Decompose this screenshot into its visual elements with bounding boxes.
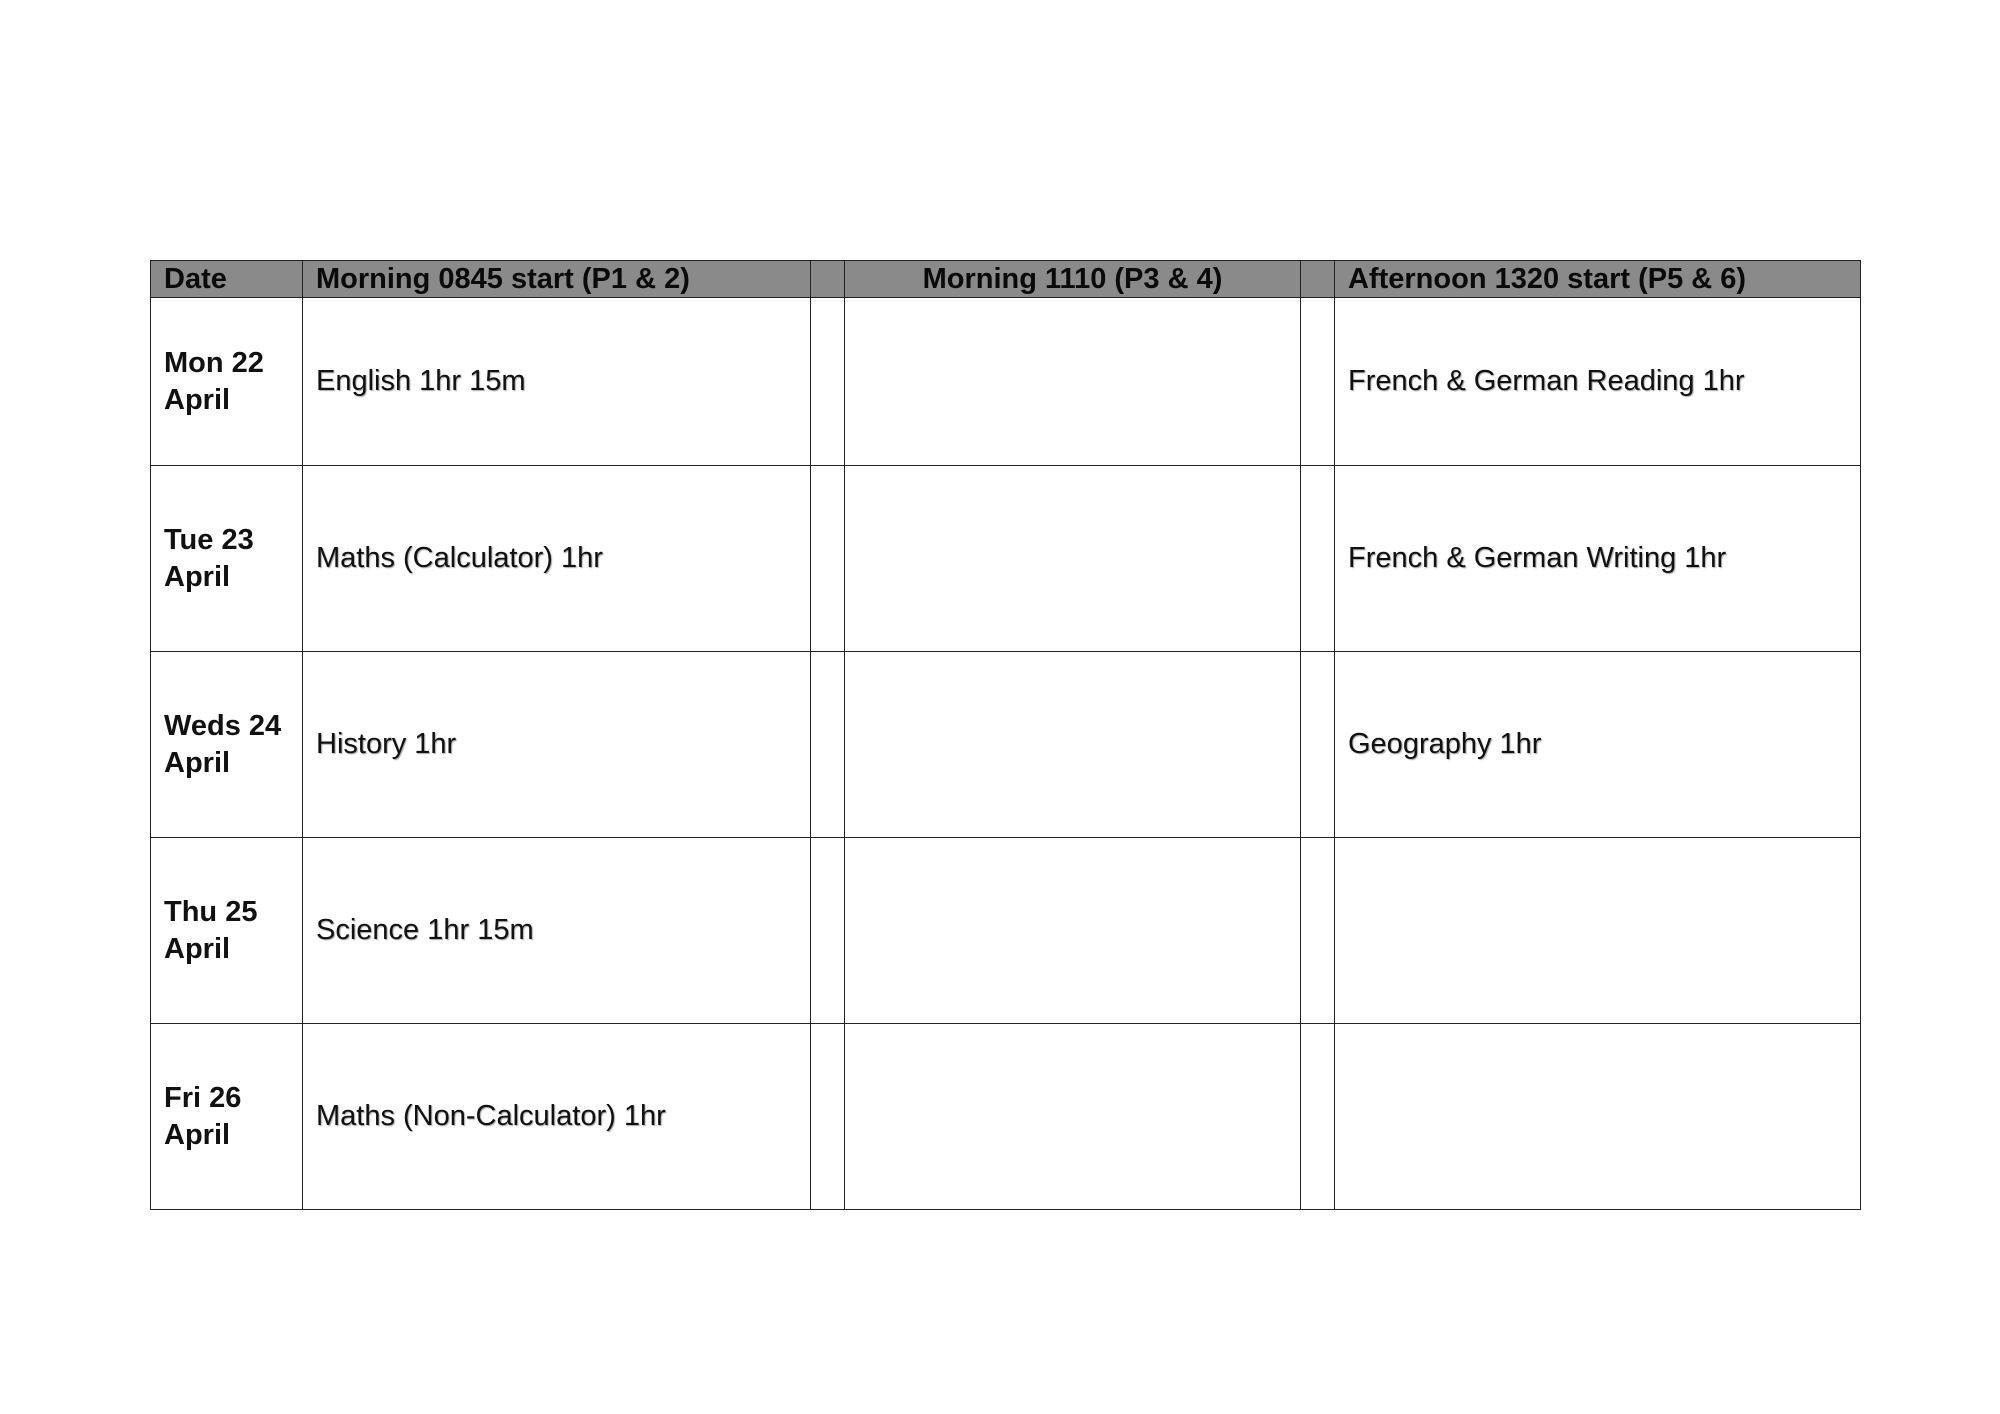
- exam-morning-0845: Science 1hr 15m: [303, 838, 811, 1024]
- header-afternoon-1320: Afternoon 1320 start (P5 & 6): [1335, 261, 1861, 298]
- date-month: April: [164, 746, 231, 779]
- exam-morning-1110: [845, 1024, 1301, 1210]
- date-day: Thu 25: [164, 896, 258, 929]
- date-day: Weds 24: [164, 710, 282, 743]
- break-spacer: [811, 652, 845, 838]
- break-spacer: [811, 298, 845, 466]
- date-day: Fri 26: [164, 1082, 242, 1115]
- date-cell: [151, 298, 303, 466]
- date-cell: [151, 1024, 303, 1210]
- exam-morning-1110: [845, 652, 1301, 838]
- exam-afternoon-1320: French & German Writing 1hr: [1335, 466, 1861, 652]
- lunch-spacer: [1301, 1024, 1335, 1210]
- header-lunch-spacer: [1301, 261, 1335, 298]
- header-date: Date: [151, 261, 303, 298]
- header-morning-1110: Morning 1110 (P3 & 4): [845, 261, 1301, 298]
- exam-morning-0845: Maths (Calculator) 1hr: [303, 466, 811, 652]
- exam-morning-1110: [845, 838, 1301, 1024]
- date-cell: [151, 652, 303, 838]
- table-row: [151, 466, 1861, 652]
- date-cell: [151, 838, 303, 1024]
- exam-afternoon-1320: [1335, 1024, 1861, 1210]
- date-day: Mon 22: [164, 347, 264, 380]
- lunch-spacer: [1301, 466, 1335, 652]
- table-row: [151, 298, 1861, 466]
- header-break-spacer: [811, 261, 845, 298]
- exam-morning-0845: English 1hr 15m: [303, 298, 811, 466]
- exam-morning-1110: [845, 298, 1301, 466]
- header-row: [151, 261, 1861, 298]
- break-spacer: [811, 1024, 845, 1210]
- exam-timetable: [150, 260, 1861, 1210]
- date-month: April: [164, 560, 231, 593]
- exam-afternoon-1320: French & German Reading 1hr: [1335, 298, 1861, 466]
- date-month: April: [164, 383, 231, 416]
- exam-morning-0845: Maths (Non-Calculator) 1hr: [303, 1024, 811, 1210]
- lunch-spacer: [1301, 652, 1335, 838]
- date-month: April: [164, 932, 231, 965]
- table-row: [151, 838, 1861, 1024]
- lunch-spacer: [1301, 298, 1335, 466]
- table-row: [151, 1024, 1861, 1210]
- table-row: [151, 652, 1861, 838]
- exam-afternoon-1320: [1335, 838, 1861, 1024]
- exam-morning-0845: History 1hr: [303, 652, 811, 838]
- date-day: Tue 23: [164, 524, 254, 557]
- break-spacer: [811, 466, 845, 652]
- lunch-spacer: [1301, 838, 1335, 1024]
- exam-morning-1110: [845, 466, 1301, 652]
- date-cell: [151, 466, 303, 652]
- exam-afternoon-1320: Geography 1hr: [1335, 652, 1861, 838]
- break-spacer: [811, 838, 845, 1024]
- date-month: April: [164, 1118, 231, 1151]
- header-morning-0845: Morning 0845 start (P1 & 2): [303, 261, 811, 298]
